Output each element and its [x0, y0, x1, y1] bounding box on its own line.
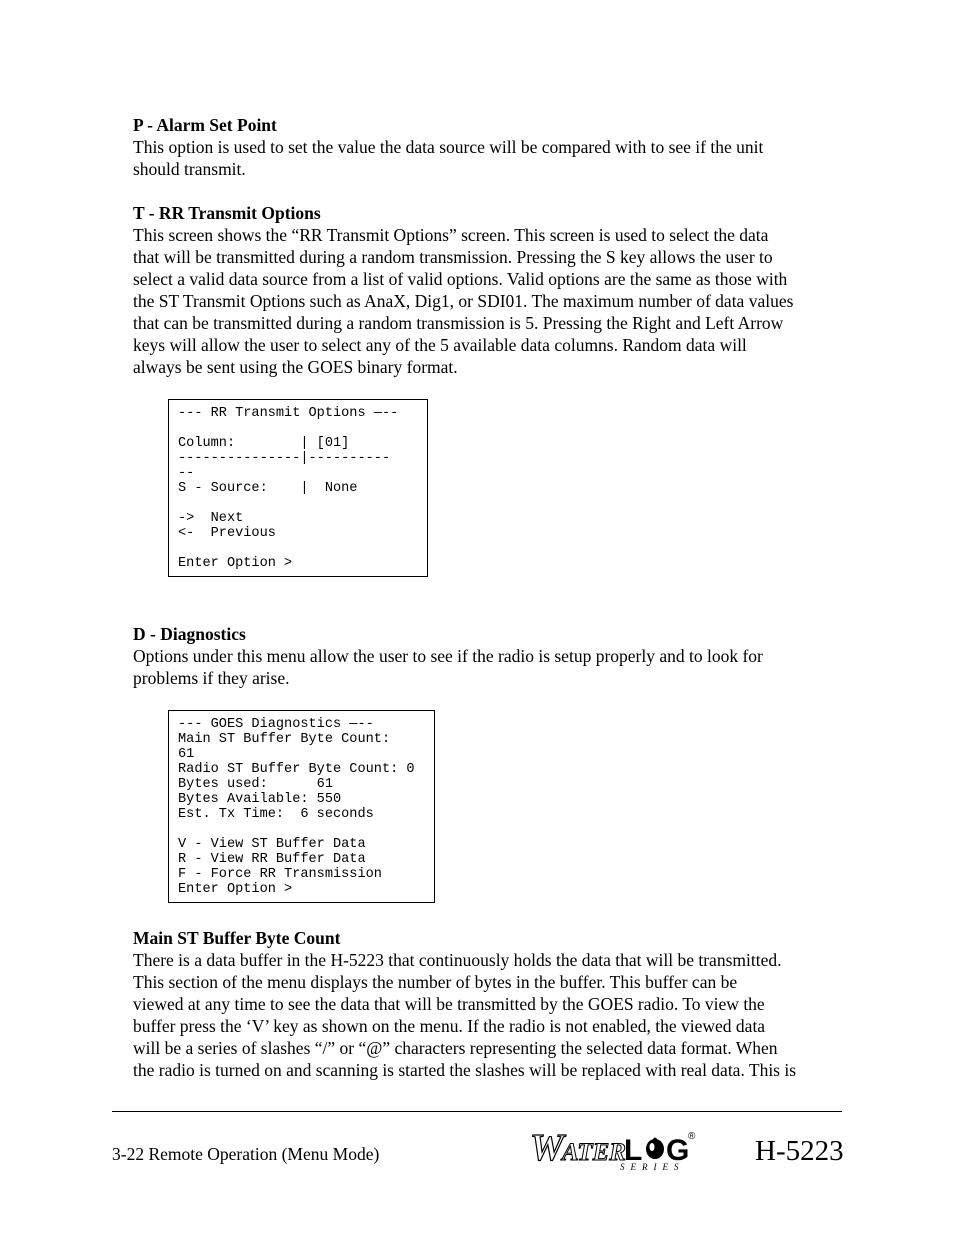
paragraph-line: the radio is turned on and scanning is started the slashes will be replaced with real data. This is	[133, 1060, 797, 1080]
paragraph-line: Options under this menu allow the user to see if the radio is setup properly and to look for	[133, 646, 763, 666]
screen-line: R - View RR Buffer Data	[178, 852, 366, 867]
screen-line	[178, 541, 418, 556]
logo-droplet-icon	[646, 1139, 664, 1159]
paragraph-line: that will be transmitted during a random transmission. Pressing the S key allows the user to	[133, 247, 773, 267]
screen-line: Column: | [01]	[178, 436, 350, 451]
paragraph-line: keys will allow the user to select any of the 5 available data columns. Random data will	[133, 335, 747, 355]
logo-series-text: SERIES	[620, 1162, 685, 1172]
footer-divider	[112, 1111, 842, 1112]
screen-line: <- Previous	[178, 526, 276, 541]
alarm-set-point-section	[133, 114, 845, 180]
paragraph-line: always be sent using the GOES binary format.	[133, 357, 458, 377]
footer-model-number: H-5223	[755, 1135, 844, 1167]
screen-line: --- RR Transmit Options —--	[178, 406, 399, 421]
screen-line: 61	[178, 747, 195, 762]
logo-droplet-tip	[652, 1138, 658, 1142]
alarm-set-point-paragraph	[133, 136, 845, 180]
rr-transmit-options-screen	[168, 399, 428, 577]
logo-registered-mark: ®	[688, 1131, 696, 1142]
main-st-buffer-paragraph	[133, 949, 845, 1081]
screen-line: Est. Tx Time: 6 seconds	[178, 807, 374, 822]
paragraph-line: the ST Transmit Options such as AnaX, Dig1, or SDI01. The maximum number of data values	[133, 291, 794, 311]
paragraph-line: that can be transmitted during a random transmission is 5. Pressing the Right and Left Arrow	[133, 313, 784, 333]
screen-line: --- GOES Diagnostics —--	[178, 717, 374, 732]
diagnostics-section	[133, 623, 845, 689]
paragraph-line: problems if they arise.	[133, 668, 290, 688]
main-st-buffer-heading: Main ST Buffer Byte Count	[133, 928, 341, 948]
rr-transmit-options-section	[133, 202, 845, 378]
paragraph-line: should transmit.	[133, 159, 246, 179]
screen-line: Enter Option >	[178, 882, 293, 897]
paragraph-line: There is a data buffer in the H-5223 that continuously holds the data that will be transmitted.	[133, 950, 782, 970]
diagnostics-heading: D - Diagnostics	[133, 624, 246, 644]
alarm-set-point-heading: P - Alarm Set Point	[133, 115, 277, 135]
screen-line: S - Source: | None	[178, 481, 358, 496]
waterlog-series-logo	[528, 1128, 698, 1172]
logo-droplet-highlight	[650, 1143, 655, 1151]
screen-line	[178, 822, 425, 837]
screen-line: --	[178, 466, 195, 481]
screen-line: Radio ST Buffer Byte Count: 0	[178, 762, 415, 777]
goes-diagnostics-screen	[168, 710, 435, 903]
logo-ater-letters: ATER	[562, 1139, 626, 1166]
diagnostics-paragraph	[133, 645, 845, 689]
paragraph-line: will be a series of slashes “/” or “@” characters representing the selected data format. When	[133, 1038, 778, 1058]
screen-line: Bytes Available: 550	[178, 792, 342, 807]
paragraph-line: This screen shows the “RR Transmit Options” screen. This screen is used to select the data	[133, 225, 769, 245]
screen-line: V - View ST Buffer Data	[178, 837, 366, 852]
screen-line: Enter Option >	[178, 556, 293, 571]
paragraph-line: This option is used to set the value the data source will be compared with to see if the unit	[133, 137, 764, 157]
rr-transmit-options-heading: T - RR Transmit Options	[133, 203, 321, 223]
screen-line: Main ST Buffer Byte Count:	[178, 732, 391, 747]
screen-line: ---------------|----------	[178, 451, 391, 466]
logo-g-letter: G	[666, 1134, 690, 1167]
paragraph-line: buffer press the ‘V’ key as shown on the menu. If the radio is not enabled, the viewed data	[133, 1016, 766, 1036]
screen-line: Bytes used: 61	[178, 777, 333, 792]
paragraph-line: This section of the menu displays the number of bytes in the buffer. This buffer can be	[133, 972, 738, 992]
screen-line: -> Next	[178, 511, 244, 526]
main-st-buffer-section	[133, 927, 845, 1081]
screen-line	[178, 496, 418, 511]
screen-line	[178, 421, 418, 436]
logo-w-letter: W	[530, 1128, 564, 1169]
logo-l-letter: L	[624, 1134, 643, 1167]
paragraph-line: viewed at any time to see the data that will be transmitted by the GOES radio. To view the	[133, 994, 765, 1014]
screen-line: F - Force RR Transmission	[178, 867, 382, 882]
rr-transmit-options-paragraph	[133, 224, 845, 378]
paragraph-line: select a valid data source from a list of valid options. Valid options are the same as those with	[133, 269, 788, 289]
footer-page-label: 3-22 Remote Operation (Menu Mode)	[112, 1144, 380, 1164]
